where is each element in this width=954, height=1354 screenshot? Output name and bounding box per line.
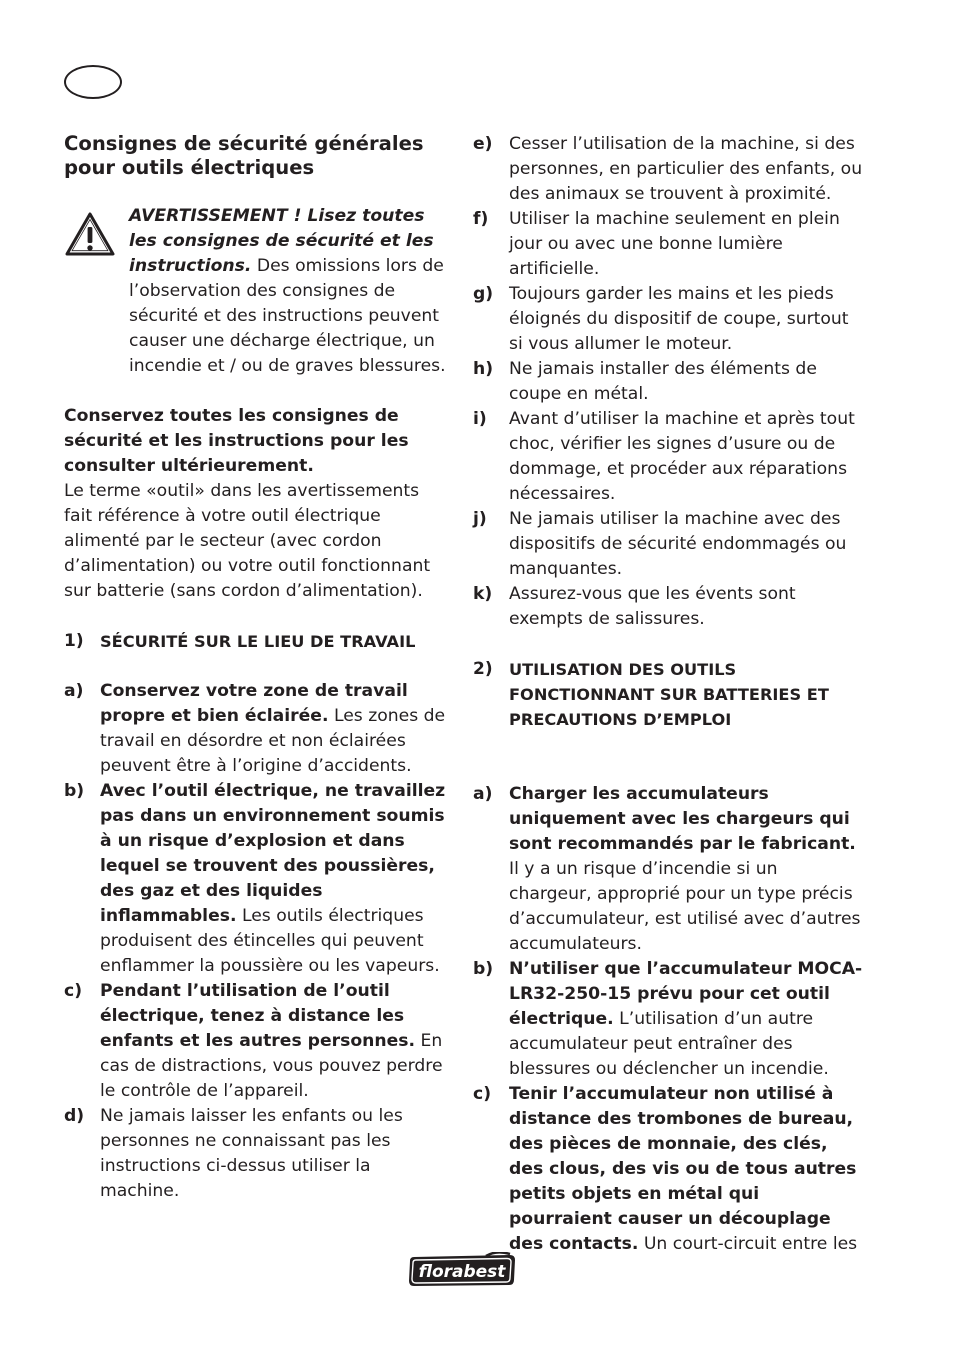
warning-triangle-icon [64, 211, 116, 257]
keep-block [64, 404, 450, 604]
item-label: d) [64, 1106, 85, 1126]
item-label: c) [473, 1084, 492, 1104]
item-label: a) [473, 784, 493, 804]
item-label: k) [473, 584, 493, 604]
item-text: Assurez-vous que les évents sont exempts de salissures. [509, 584, 796, 629]
item-label: a) [64, 681, 84, 701]
item-text: L’utilisation d’un autre accumulateur peut entraîner des blessures ou déclencher un incendie. [509, 1009, 829, 1079]
item-text: Ne jamais installer des éléments de coupe en métal. [509, 359, 817, 404]
item-label: j) [473, 509, 487, 529]
keep-bold: Conservez toutes les consignes de sécurité et les instructions pour les consulter ultérieurement. [64, 406, 409, 476]
warning-text: Des omissions lors de l’observation des consignes de sécurité et des instructions peuvent causer une décharge électrique, un incendie et / ou de graves blessures. [129, 256, 446, 376]
section1-title: SÉCURITÉ SUR LE LIEU DE TRAVAIL [100, 632, 416, 651]
item-label: c) [64, 981, 83, 1001]
list-item [473, 357, 863, 407]
left-column [64, 132, 450, 1204]
section2-number: 2) [473, 659, 493, 679]
item-text: Les outils électriques produisent des étincelles qui peuvent enflammer la poussière ou les vapeurs. [100, 906, 440, 976]
item-label: b) [64, 781, 85, 801]
list-item [473, 582, 863, 632]
list-item [473, 132, 863, 207]
list-item [473, 957, 863, 1082]
logo-text: florabest [418, 1262, 506, 1282]
item-label: h) [473, 359, 494, 379]
item-text: Ne jamais laisser les enfants ou les personnes ne connaissant pas les instructions ci-dessus utiliser la machine. [100, 1106, 403, 1201]
item-bold: Avec l’outil électrique, ne travaillez pas dans un environnement soumis à un risque d’explosion et dans lequel se trouvent des poussières, des gaz et des liquides inflammables. [100, 781, 446, 926]
item-label: e) [473, 134, 493, 154]
list-item [64, 779, 450, 979]
item-text: Cesser l’utilisation de la machine, si des personnes, en particulier des enfants, ou des animaux se trouvent à proximité. [509, 134, 863, 204]
warning-block [64, 204, 450, 379]
item-label: g) [473, 284, 494, 304]
item-text: Utiliser la machine seulement en plein jour ou avec une bonne lumière artificielle. [509, 209, 840, 279]
section1-number: 1) [64, 631, 84, 651]
section-title: Consignes de sécurité générales pour outils électriques [64, 132, 424, 179]
item-bold: N’utiliser que l’accumulateur MOCA-LR32-250-15 prévu pour cet outil électrique. [509, 959, 863, 1029]
item-text: Toujours garder les mains et les pieds éloignés du dispositif de coupe, surtout si vous allumer le moteur. [509, 284, 849, 354]
item-text: Il y a un risque d’incendie si un chargeur, approprié pour un type précis d’accumulateur, est utilisé avec d’autres accumulateurs. [509, 859, 861, 954]
language-badge [64, 65, 122, 99]
list-item [473, 782, 863, 957]
item-bold: Pendant l’utilisation de l’outil électrique, tenez à distance les enfants et les autres personnes. [100, 981, 416, 1051]
list-item [473, 1082, 863, 1257]
list-item [64, 679, 450, 779]
list-item [64, 979, 450, 1104]
item-label: b) [473, 959, 494, 979]
item-text: Ne jamais utiliser la machine avec des dispositifs de sécurité endommagés ou manquantes. [509, 509, 847, 579]
item-label: i) [473, 409, 487, 429]
right-column [473, 132, 863, 1257]
warning-bold: AVERTISSEMENT ! Lisez toutes les consignes de sécurité et les instructions. [129, 206, 434, 276]
section2-title: UTILISATION DES OUTILS FONCTIONNANT SUR BATTERIES ET PRECAUTIONS D’EMPLOI [509, 660, 829, 729]
item-text: Avant d’utiliser la machine et après tout choc, vérifier les signes d’usure ou de dommage, et procéder aux réparations nécessaires. [509, 409, 855, 504]
florabest-logo [406, 1252, 518, 1288]
list-item [473, 282, 863, 357]
item-text: Un court-circuit entre les [638, 1234, 858, 1254]
list-item [473, 407, 863, 507]
item-label: f) [473, 209, 489, 229]
list-item [64, 1104, 450, 1204]
list-item [473, 207, 863, 282]
item-text: En cas de distractions, vous pouvez perdre le contrôle de l’appareil. [100, 1031, 443, 1101]
item-bold: Charger les accumulateurs uniquement avec les chargeurs qui sont recommandés par le fabricant. [509, 784, 856, 854]
item-text: Les zones de travail en désordre et non éclairées peuvent être à l’origine d’accidents. [100, 706, 446, 776]
section1-heading [64, 629, 450, 654]
list-item [473, 507, 863, 582]
section2-heading [473, 657, 863, 732]
item-bold: Tenir l’accumulateur non utilisé à distance des trombones de bureau, des pièces de monnaie, des clés, des clous, des vis ou de tous autres petits objets en métal qui pourraient causer un découplage des contacts. [509, 1084, 857, 1254]
item-bold: Conservez votre zone de travail propre et bien éclairée. [100, 681, 408, 726]
keep-text: Le terme «outil» dans les avertissements fait référence à votre outil électrique alimenté par le secteur (avec cordon d’alimentation) ou votre outil fonctionnant sur batterie (sans cordon d’alimentation). [64, 481, 431, 601]
